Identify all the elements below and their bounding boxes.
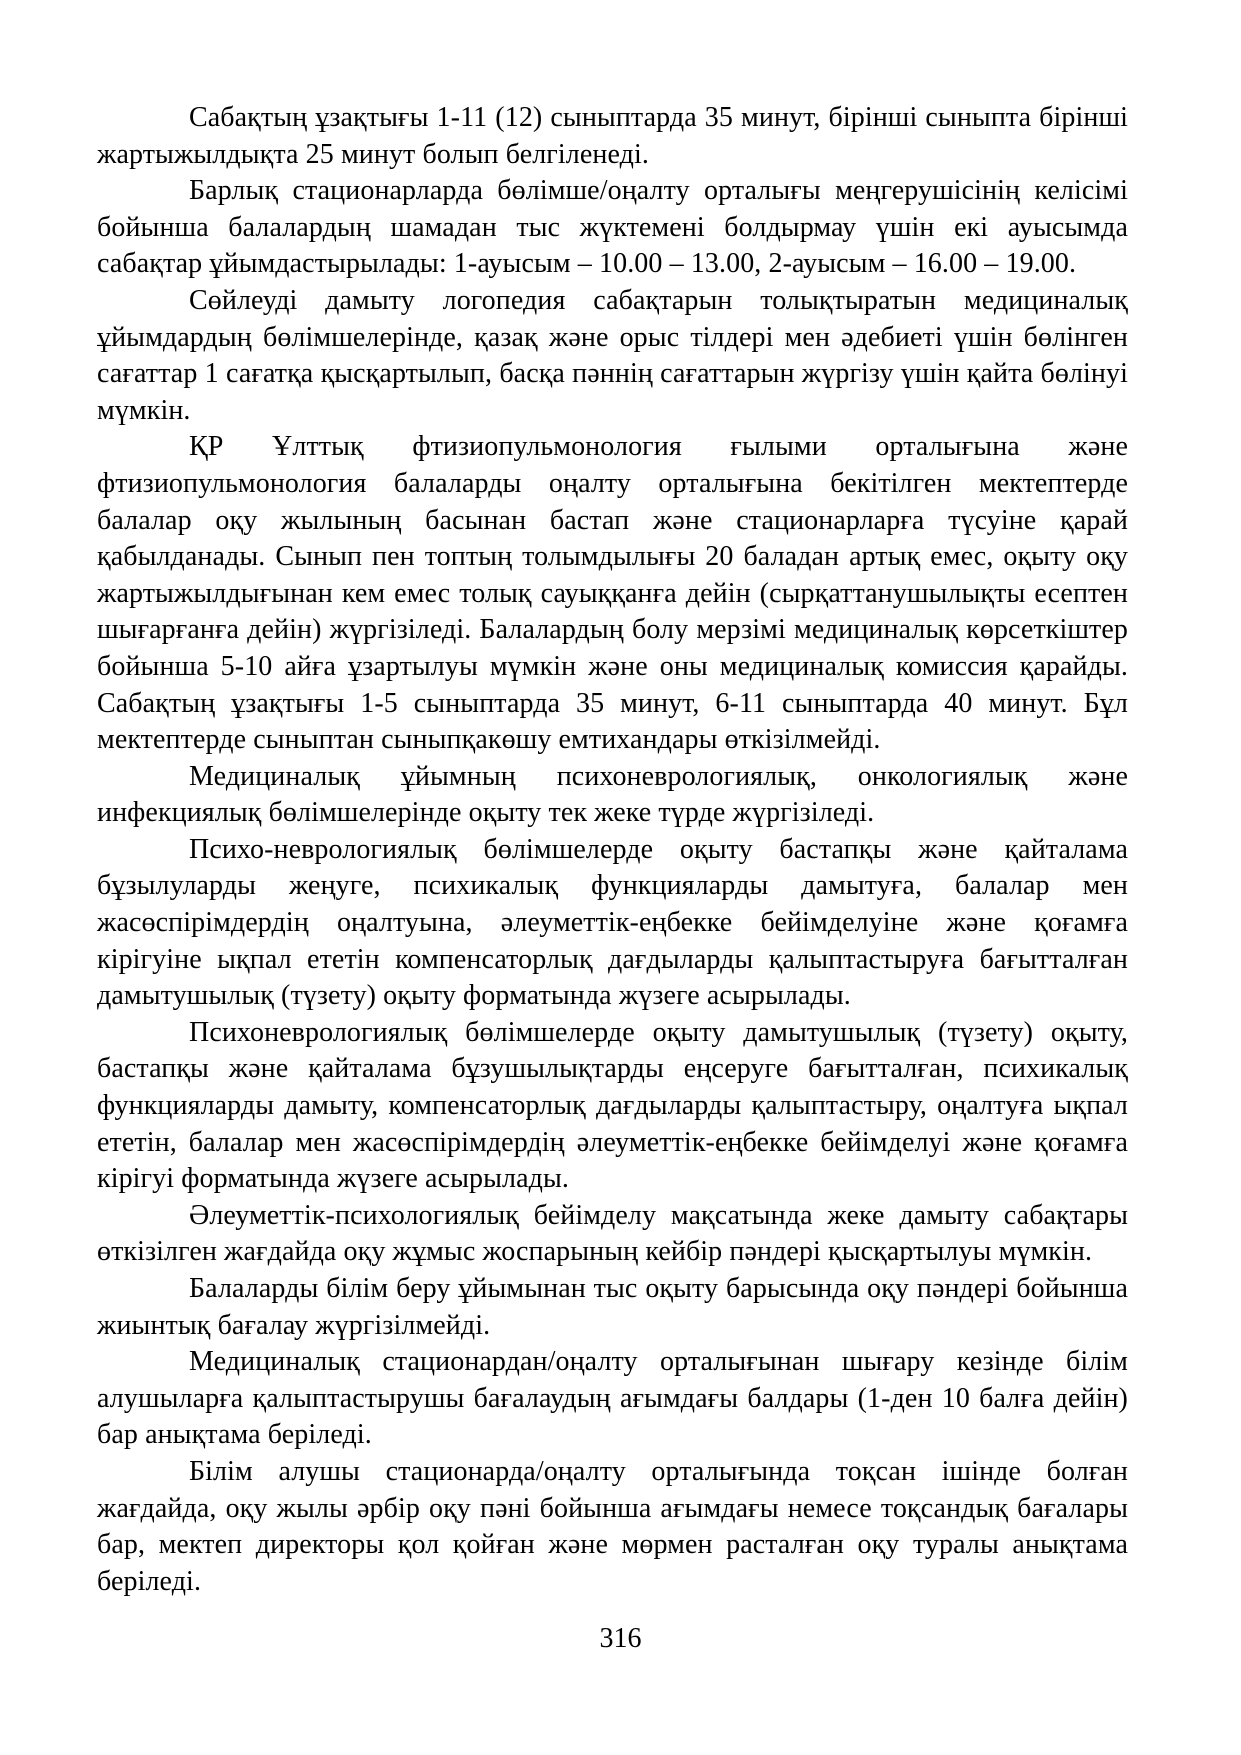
paragraph-psychoneurological-departments-2: Психоневрологиялық бөлімшелерде оқыту дамытушылық (түзету) оқыту, бастапқы және қайталама бұзушылықтарды еңсеруге бағытталған, психикалық функцияларды дамыту, компенсаторлық дағдыларды қалыптастыру, оңалтуға ықпал ететін, балалар мен жасөспірімдердің әлеуметтік-еңбекке бейімделуі және қоғамға кірігуі форматында жүзеге асырылады.: [97, 1016, 1128, 1195]
paragraph-discharge-certificate: Медициналық стационардан/оңалту орталығынан шығару кезінде білім алушыларға қалыптастырушы бағалаудың ағымдағы балдары (1-ден 10 балға дейін) бар анықтама беріледі.: [97, 1346, 1128, 1451]
text-content: [97, 100, 1128, 1600]
paragraph-speech-development: Сөйлеуді дамыту логопедия сабақтарын толықтыратын медициналық ұйымдардың бөлімшелерінде, қазақ және орыс тілдері мен әдебиеті үшін бөлінген сағаттар 1 сағатқа қысқартылып, басқа пәннің сағаттарын жүргізу үшін қайта бөлінуі мүмкін.: [97, 284, 1128, 426]
paragraph-phthisiopulmonology-schools: ҚР Ұлттық фтизиопульмонология ғылыми орталығына және фтизиопульмонология балаларды оңалту орталығына бекітілген мектептерде балалар оқу жылының басынан бастап және стационарларға түсуіне қарай қабылданады. Сынып пен топтың толымдылығы 20 баладан артық емес, оқыту оқу жартыжылдығынан кем емес толық сауыққанға дейін (сырқаттанушылықты есептен шығарғанға дейін) жүргізіледі. Балалардың болу мерзімі медициналық көрсеткіштер бойынша 5-10 айға ұзартылуы мүмкін және оны медициналық комиссия қарайды. Сабақтың ұзақтығы 1-5 сыныптарда 35 минут, 6-11 сыныптарда 40 минут. Бұл мектептерде сыныптан сыныпқакөшу емтихандары өткізілмейді.: [97, 431, 1128, 756]
paragraph-psychoneurological-departments-1: Психо-неврологиялық бөлімшелерде оқыту бастапқы және қайталама бұзылуларды жеңуге, психикалық функцияларды дамытуға, балалар мен жасөспірімдердің оңалтуына, әлеуметтік-еңбекке бейімделуіне және қоғамға кірігуіне ықпал ететін компенсаторлық дағдыларды қалыптастыруға бағытталған дамытушылық (түзету) оқыту форматында жүзеге асырылады.: [97, 833, 1128, 1012]
page-number: 316: [599, 1623, 642, 1654]
paragraph-lesson-duration: Сабақтың ұзақтығы 1-11 (12) сыныптарда 35 минут, бірінші сыныпта бірінші жартыжылдықта 25 минут болып белгіленеді.: [97, 102, 1128, 170]
paragraph-individual-education-units: Медициналық ұйымның психоневрологиялық, онкологиялық және инфекциялық бөлімшелерінде оқыту тек жеке түрде жүргізіледі.: [97, 760, 1128, 829]
paragraph-shifts-schedule: Барлық стационарларда бөлімше/оңалту орталығы меңгерушісінің келісімі бойынша балалардың шамадан тыс жүктемені болдырмау үшін екі ауысымда сабақтар ұйымдастырылады: 1-ауысым – 10.00 – 13.00, 2-ауысым – 16.00 – 19.00.: [97, 175, 1128, 280]
paragraph-quarter-certificate: Білім алушы стационарда/оңалту орталығында тоқсан ішінде болған жағдайда, оқу жылы әрбір оқу пәні бойынша ағымдағы немесе тоқсандық бағалары бар, мектеп директоры қол қойған және мөрмен расталған оқу туралы анықтама беріледі.: [97, 1455, 1128, 1597]
paragraph-summative-assessment: Балаларды білім беру ұйымынан тыс оқыту барысында оқу пәндері бойынша жиынтық бағалау жүргізілмейді.: [97, 1273, 1128, 1341]
paragraph-social-psychological-adaptation: Әлеуметтік-психологиялық бейімделу мақсатында жеке дамыту сабақтары өткізілген жағдайда оқу жұмыс жоспарының кейбір пәндері қысқартылуы мүмкін.: [97, 1199, 1128, 1268]
